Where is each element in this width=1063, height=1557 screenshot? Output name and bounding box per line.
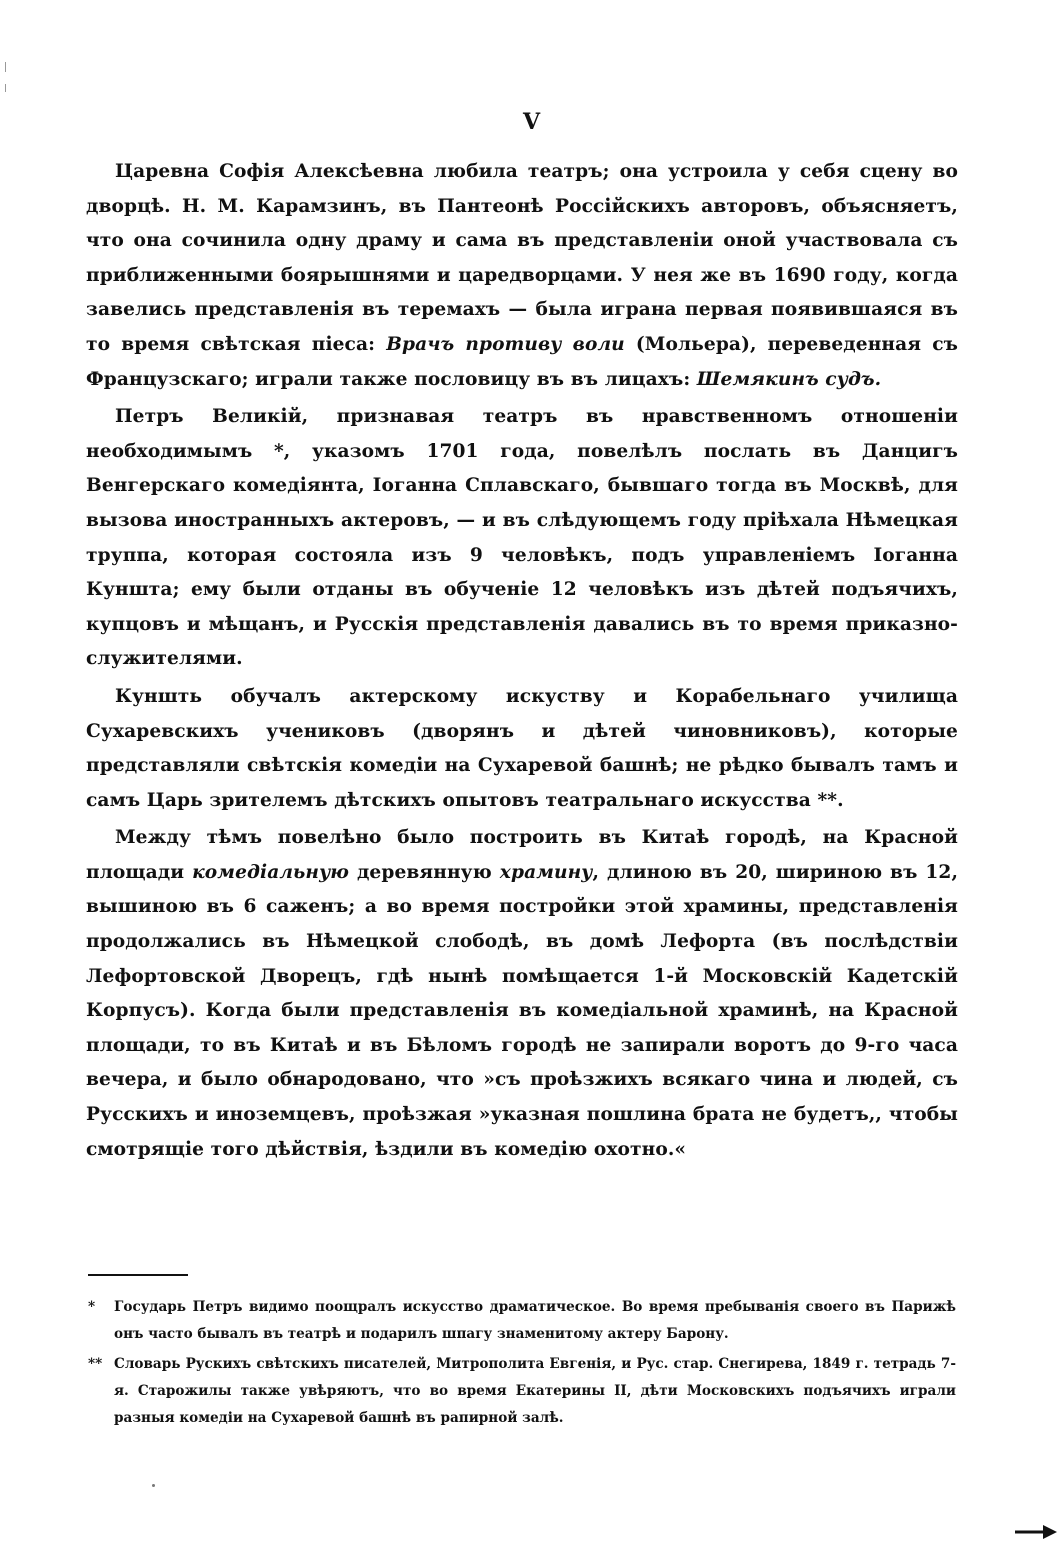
paragraph — [86, 155, 958, 397]
footnote-divider — [88, 1274, 188, 1276]
footnotes — [88, 1294, 956, 1435]
paragraph — [86, 400, 958, 677]
scan-edge-mark — [5, 62, 6, 72]
main-text — [86, 155, 958, 1170]
play-title: Врачъ противу воли — [386, 333, 625, 355]
footnote — [88, 1294, 956, 1348]
play-title: Шемякинъ судъ. — [696, 368, 882, 390]
arrow-right-icon — [1013, 1522, 1058, 1542]
text-run: , длиною въ 20, шириною въ 12, вышиною въ 6 саженъ; а во время постройки этой храмины, представленія продолжались въ Нѣмецкой слободѣ, въ домѣ Лефорта (въ послѣдствіи Лефортовской Дворецъ, гдѣ нынѣ помѣщается 1-й Московскій Кадетскій Корпусъ). Когда были представленія въ комедіальной храминѣ, на Красной площади, то въ Китаѣ и въ Бѣломъ городѣ не запирали воротъ до 9-го часа вечера, и было обнародовано, что »съ проѣзжихъ всякаго чина и людей, съ Русскихъ и иноземцевъ, проѣзжая »указная пошлина брата не будетъ,, чтобы смотрящіе того дѣйствія, ѣздили въ комедію охотно.« — [86, 861, 959, 1160]
footnote-text: Государь Петръ видимо поощралъ искусство драматическое. Во время пребыванія своего въ Парижѣ онъ часто бывалъ въ театрѣ и подарилъ шпагу знаменитому актеру Барону. — [114, 1299, 956, 1342]
scan-edge-mark — [5, 84, 6, 92]
footnote — [88, 1351, 956, 1432]
footnote-mark: ** — [88, 1356, 103, 1372]
emphasis: комедіальную — [192, 861, 350, 883]
paragraph — [86, 680, 958, 818]
text-run: Царевна Софія Алексѣевна любила театръ; она устроила у себя сцену во дворцѣ. Н. М. Карамзинъ, въ Пантеонѣ Россійскихъ авторовъ, объясняетъ, что она сочинила одну драму и сама въ представленіи оной участвовала съ приближенными боярышнями и царедворцами. У нея же въ 1690 году, когда завелись представленія въ теремахъ — была играна первая появившаяся въ то время свѣтская піеса: — [86, 161, 958, 355]
text-run: Между тѣмъ повелѣно было построить въ Китаѣ городѣ, на Красной площади — [86, 827, 958, 883]
scan-speck — [152, 1484, 155, 1487]
text-run: деревянную — [349, 861, 500, 883]
footnote-mark: * — [88, 1299, 96, 1315]
text-run: Петръ Великій, признавая театръ въ нравственномъ отношеніи необходимымъ *, указомъ 1701 года, повелѣлъ послать въ Данцигъ Венгерскаго комедіянта, Іоганна Сплавскаго, бывшаго тогда въ Москвѣ, для вызова иностранныхъ актеровъ, — и въ слѣдующемъ году пріѣхала Нѣмецкая труппа, которая состояла изъ 9 человѣкъ, подъ управленіемъ Іоганна Куншта; ему были отданы въ обученіе 12 человѣкъ изъ дѣтей подъячихъ, купцовъ и мѣщанъ, и Русскія представленія давались въ то время приказно-служителями. — [86, 406, 958, 670]
page-number: V — [522, 109, 541, 135]
text-run: (Мольера), переведенная съ Французскаго; играли также пословицу въ въ лицахъ: — [86, 333, 958, 390]
paragraph — [86, 821, 958, 1167]
footnote-text: Словарь Рускихъ свѣтскихъ писателей, Митрополита Евгенія, и Рус. стар. Снегирева, 1849 г. тетрадь 7-я. Старожилы также увѣряютъ, что во время Екатерины II, дѣти Московскихъ подъячихъ играли разныя комедіи на Сухаревой башнѣ въ рапирной залѣ. — [114, 1356, 956, 1426]
text-run: Куншть обучалъ актерскому искуству и Корабельнаго училища Сухаревскихъ учениковъ (дворянъ и дѣтей чиновниковъ), которые представляли свѣтскія комедіи на Сухаревой башнѣ; не рѣдко бывалъ тамъ и самъ Царь зрителемъ дѣтскихъ опытовъ театральнаго искусства **. — [86, 685, 958, 811]
emphasis: храмину — [499, 861, 593, 883]
